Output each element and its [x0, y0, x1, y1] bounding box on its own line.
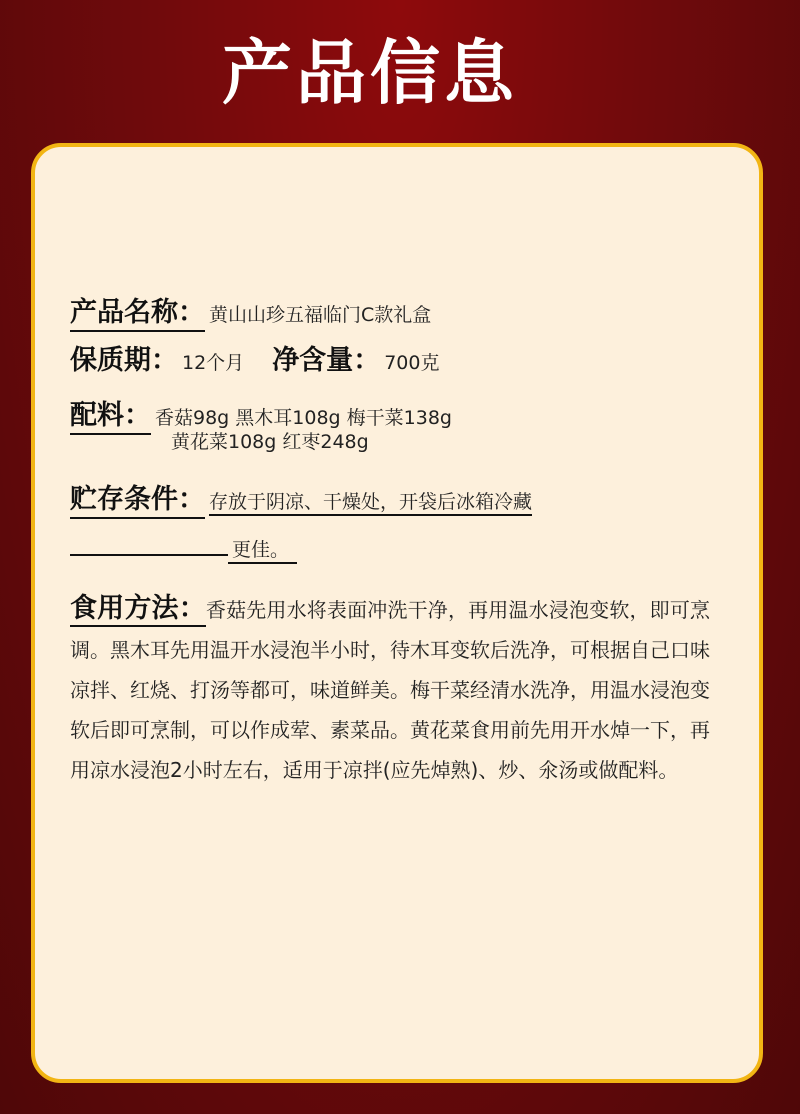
underline-blank: [70, 532, 228, 556]
usage-paragraph: [70, 590, 710, 790]
storage-row: [70, 477, 532, 519]
ingredients-label: 配料：: [70, 393, 151, 435]
storage-line-1: 存放于阴凉、干燥处，开袋后冰箱冷藏: [209, 487, 532, 516]
shelf-life-row: [70, 338, 439, 378]
usage-text: 香菇先用水将表面冲洗干净，再用温水浸泡变软，即可烹调。黑木耳先用温开水浸泡半小时，待木耳变软后洗净，可根据自己口味凉拌、红烧、打汤等都可，味道鲜美。梅干菜经清水洗净，用温水浸泡变软后即可烹制，可以作成荤、素菜品。黄花菜食用前先用开水焯一下，再用凉水浸泡2小时左右，适用于凉拌(应先焯熟)、炒、氽汤或做配料。: [70, 598, 711, 782]
usage-section: [70, 590, 710, 790]
net-weight-label: 净含量：: [272, 345, 381, 376]
shelf-life-label: 保质期：: [70, 345, 178, 376]
storage-label: 贮存条件：: [70, 477, 205, 519]
product-name-label: 产品名称：: [70, 290, 205, 332]
page-title: 产品信息: [222, 31, 518, 114]
shelf-life-value: 12个月: [182, 352, 245, 374]
usage-label: 食用方法：: [70, 593, 206, 627]
storage-line-2: 更佳。: [228, 535, 297, 564]
product-name-value: 黄山山珍五福临门C款礼盒: [209, 304, 432, 326]
product-name-row: [70, 290, 431, 332]
ingredients-line-2: 黄花菜108g 红枣248g: [171, 431, 369, 453]
net-weight-value: 700克: [384, 352, 440, 374]
ingredients-line-1: 香菇98g 黑木耳108g 梅干菜138g: [155, 407, 452, 429]
storage-row-2: [70, 532, 297, 564]
